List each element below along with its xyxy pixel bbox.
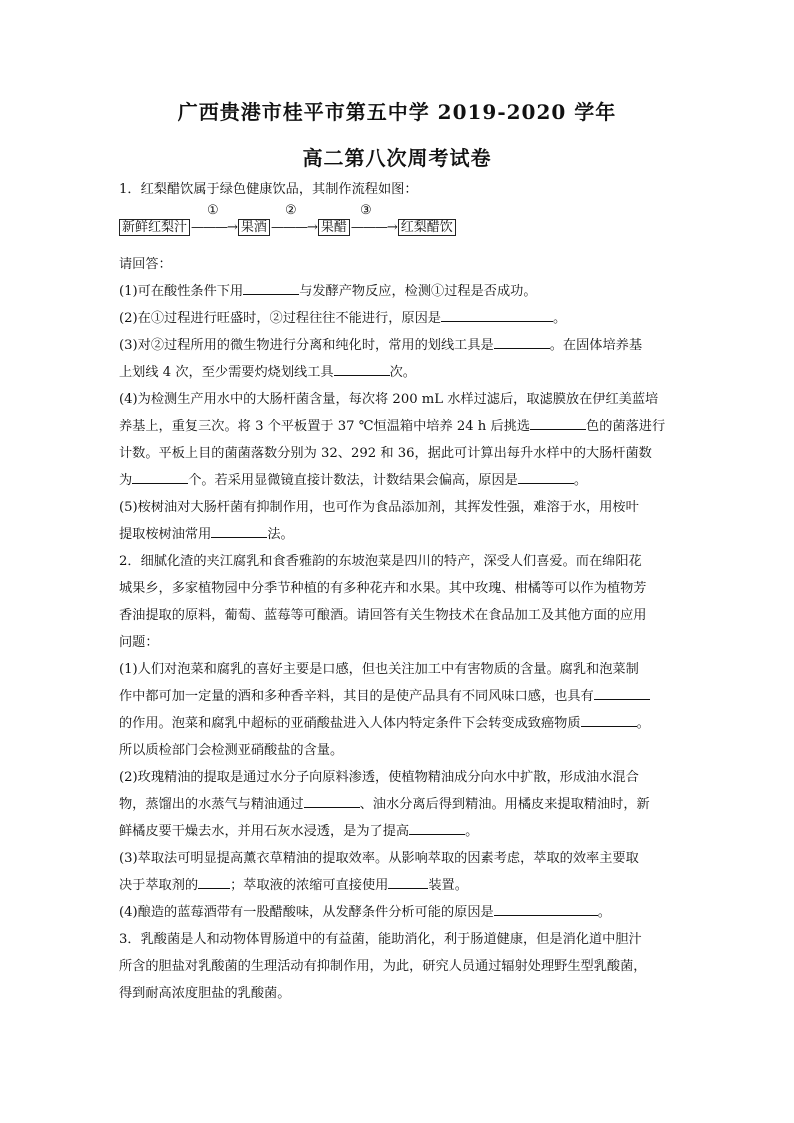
q2-stem-line4: 问题：: [119, 635, 159, 650]
text: 。: [573, 473, 588, 488]
q2-stem-line2: 城果乡，多家植物园中分季节种植的有多种花卉和水果。其中玫瑰、柑橘等可以作为植物芳: [119, 581, 647, 596]
text: 。: [553, 311, 567, 326]
q1-prompt: 请回答：: [119, 257, 172, 272]
q2-part1-line4: 所以质检部门会检测亚硝酸盐的含量。: [119, 743, 344, 758]
text: 。: [465, 824, 479, 839]
text: (4)酿造的蓝莓酒带有一股醋酸味，从发酵条件分析可能的原因是: [119, 905, 494, 920]
q1-part5-line2: [119, 521, 679, 548]
flow-box-fruit-wine: 果酒: [238, 219, 270, 236]
answer-blank[interactable]: [243, 281, 299, 295]
text: 作中都可加一定量的酒和多种香辛料，其目的是使产品具有不同风味口感，也具有: [119, 689, 594, 704]
text: 。: [636, 716, 650, 731]
text: 决于萃取剂的: [119, 878, 199, 893]
text: 法。: [267, 527, 294, 542]
q2-part2-line2: [119, 791, 679, 818]
q2-part3-line2: [119, 872, 679, 899]
answer-blank[interactable]: [198, 875, 230, 889]
flow-box-fruit-vinegar: 果醋: [318, 219, 350, 236]
text: 色的菌落进行: [586, 419, 666, 434]
q1-part4-line2: [119, 413, 679, 440]
text: 、油水分离后得到精油。用橘皮来提取精油时，新: [359, 797, 650, 812]
answer-blank[interactable]: [409, 821, 465, 835]
text: 的作用。泡菜和腐乳中超标的亚硝酸盐进入人体内特定条件下会转变成致癌物质: [119, 716, 581, 731]
flow-arrow: ———→: [350, 220, 397, 235]
q1-part4-line3: 计数。平板上目的菌菌落数分别为 32、292 和 36，据此可计算出每升水样中的大肠杆菌数: [119, 446, 652, 461]
q2-part1-line1: (1)人们对泡菜和腐乳的喜好主要是口感，但也关注加工中有害物质的含量。腐乳和泡菜制: [119, 662, 639, 677]
q2-part4: [119, 899, 679, 926]
answer-blank[interactable]: [132, 470, 188, 484]
q1-part3-line1: [119, 332, 679, 359]
answer-blank[interactable]: [494, 902, 598, 916]
q1-flow-diagram: [119, 203, 679, 239]
text: 。: [597, 905, 611, 920]
text: 与发酵产物反应，检测①过程是否成功。: [299, 284, 537, 299]
text: 鲜橘皮要干燥去水，并用石灰水浸透，是为了提高: [119, 824, 410, 839]
q2-part1-line2: [119, 683, 679, 710]
text: 。在固体培养基: [549, 338, 643, 353]
flow-box-pear-vinegar-drink: 红梨醋饮: [398, 219, 456, 236]
flow-box-pear-juice: 新鲜红梨汁: [119, 219, 190, 236]
q1-part4-line4: [119, 467, 679, 494]
q1-stem: 1．红梨醋饮属于绿色健康饮品，其制作流程如图：: [119, 182, 418, 197]
text: ；萃取液的浓缩可直接使用: [230, 878, 389, 893]
text: (1)可在酸性条件下用: [119, 284, 244, 299]
flow-row: [119, 219, 456, 236]
q2-part3-line1: (3)萃取法可明显提高薰衣草精油的提取效率。从影响萃取的因素考虑，萃取的效率主要取: [119, 851, 639, 866]
q2-part2-line3: [119, 818, 679, 845]
q1-part4-line1: (4)为检测生产用水中的大肠杆菌含量，每次将 200 mL 水样过滤后，取滤膜放在伊红美蓝培: [119, 392, 659, 407]
text: 物，蒸馏出的水蒸气与精油通过: [119, 797, 304, 812]
text: 次。: [389, 365, 416, 380]
answer-blank[interactable]: [304, 794, 360, 808]
q1-part1: [119, 278, 679, 305]
text: 提取桉树油常用: [119, 527, 212, 542]
answer-blank[interactable]: [211, 524, 267, 538]
text: 装置。: [428, 878, 468, 893]
text: 为: [119, 473, 133, 488]
flow-step-label-2: ②: [285, 203, 297, 218]
answer-blank[interactable]: [388, 875, 428, 889]
answer-blank[interactable]: [494, 335, 550, 349]
answer-blank[interactable]: [594, 686, 650, 700]
answer-blank[interactable]: [334, 362, 390, 376]
q2-stem-line1: 2．细腻化渣的夹江腐乳和食香雅韵的东坡泡菜是四川的特产，深受人们喜爱。而在绵阳花: [119, 554, 642, 569]
flow-step-label-1: ①: [207, 203, 219, 218]
q3-stem-line2: 所含的胆盐对乳酸菌的生理活动有抑制作用，为此，研究人员通过辐射处理野生型乳酸菌，: [119, 959, 647, 974]
exam-title-line2: 高二第八次周考试卷: [302, 146, 492, 170]
text: (3)对②过程所用的微生物进行分离和纯化时，常用的划线工具是: [119, 338, 494, 353]
flow-arrow: ———→: [270, 220, 317, 235]
answer-blank[interactable]: [441, 308, 553, 322]
flow-arrow: ———→: [191, 220, 237, 235]
q1-part3-line2: [119, 359, 679, 386]
answer-blank[interactable]: [518, 470, 574, 484]
answer-blank[interactable]: [530, 416, 586, 430]
flow-step-label-3: ③: [360, 203, 372, 218]
text: 上划线 4 次，至少需要灼烧划线工具: [119, 365, 334, 380]
q1-part2: [119, 305, 679, 332]
answer-blank[interactable]: [581, 713, 637, 727]
text: 个。若采用显微镜直接计数法，计数结果会偏高，原因是: [188, 473, 518, 488]
q2-part1-line3: [119, 710, 679, 737]
q2-stem-line3: 香油提取的原料，葡萄、蓝莓等可酿酒。请回答有关生物技术在食品加工及其他方面的应用: [119, 608, 647, 623]
exam-title-line1: 广西贵港市桂平市第五中学 2019-2020 学年: [177, 100, 617, 124]
text: 养基上，重复三次。将 3 个平板置于 37 ℃恒温箱中培养 24 h 后挑选: [119, 419, 531, 434]
q3-stem-line1: 3．乳酸菌是人和动物体胃肠道中的有益菌，能助消化，利于肠道健康，但是消化道中胆汁: [119, 932, 642, 947]
q3-stem-line3: 得到耐高浓度胆盐的乳酸菌。: [119, 986, 291, 1001]
q2-part2-line1: (2)玫瑰精油的提取是通过水分子向原料渗透，使植物精油成分向水中扩散，形成油水混合: [119, 770, 639, 785]
q1-part5-line1: (5)桉树油对大肠杆菌有抑制作用，也可作为食品添加剂，其挥发性强，难溶于水，用桉叶: [119, 500, 639, 515]
text: (2)在①过程进行旺盛时，②过程往往不能进行，原因是: [119, 311, 441, 326]
